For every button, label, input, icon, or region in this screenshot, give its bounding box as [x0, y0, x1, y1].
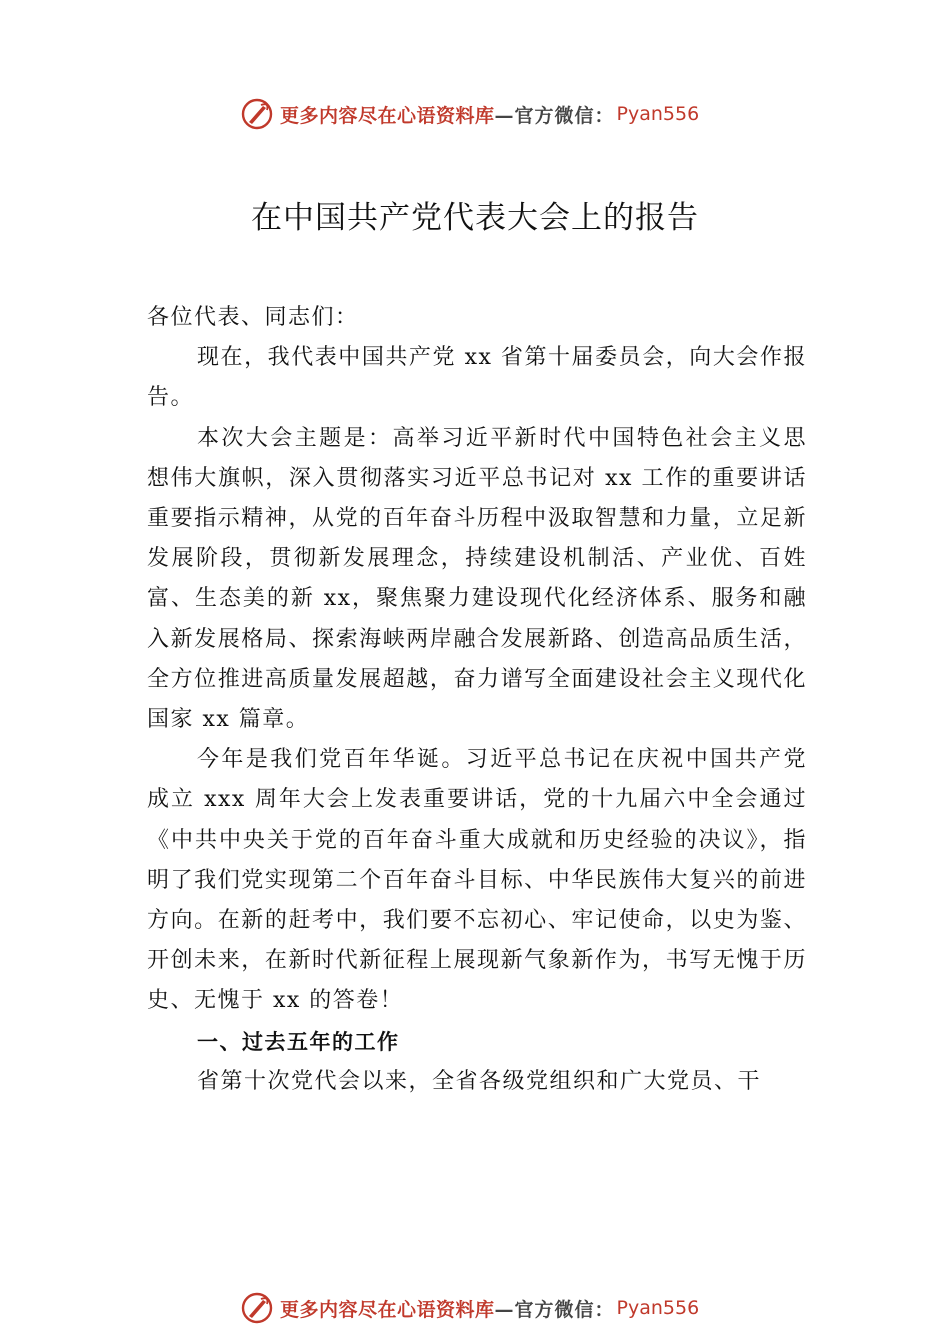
- watermark-library-text: 更多内容尽在心语资料库: [280, 1298, 495, 1321]
- watermark-wechat-label: —官方微信：: [494, 1298, 615, 1321]
- section-paragraph: 省第十次党代会以来，全省各级党组织和广大党员、干: [197, 1068, 762, 1094]
- paragraph-2: 本次大会主题是：高举习近平新时代中国特色社会主义思想伟大旗帜，深入贯彻落实习近平总书记对 xx 工作的重要讲话重要指示精神，从党的百年奋斗历程中汲取智慧和力量，立足新发展阶段，贯彻新发展理念，持续建设机制活、产业优、百姓富、生态美的新 xx，聚焦聚力建设现代化经济体系、服务和融入新发展格局、探索海峡两岸融合发展新路、创造高品质生活，全方位推进高质量发展超越，奋力谱写全面建设社会主义现代化国家 xx 篇章。: [147, 425, 807, 733]
- quill-circle-icon: [240, 97, 274, 131]
- salutation: 各位代表、同志们：: [147, 305, 359, 330]
- paragraph-1: 现在，我代表中国共产党 xx 省第十届委员会，向大会作报告。: [147, 345, 807, 411]
- paragraph-3: 今年是我们党百年华诞。习近平总书记在庆祝中国共产党成立 xxx 周年大会上发表重要讲话，党的十九届六中全会通过《中共中央关于党的百年奋斗重大成就和历史经验的决议》，指明了我们党实现第二个百年奋斗目标、中华民族伟大复兴的前进方向。在新的赶考中，我们要不忘初心、牢记使命，以史为鉴、开创未来，在新时代新征程上展现新气象新作为，书写无愧于历史、无愧于 xx 的答卷！: [147, 747, 807, 1014]
- watermark-wechat-id: Pyan556: [616, 103, 700, 125]
- section-heading: 一、过去五年的工作: [197, 1029, 400, 1054]
- quill-circle-icon: [240, 1291, 274, 1325]
- watermark-library-text: 更多内容尽在心语资料库: [280, 104, 495, 127]
- document-body: [147, 298, 807, 1102]
- document-title: 在中国共产党代表大会上的报告: [251, 200, 699, 236]
- footer-watermark: [240, 1290, 699, 1326]
- header-watermark: [240, 96, 699, 132]
- watermark-wechat-label: —官方微信：: [494, 104, 615, 127]
- watermark-wechat-id: Pyan556: [616, 1297, 700, 1319]
